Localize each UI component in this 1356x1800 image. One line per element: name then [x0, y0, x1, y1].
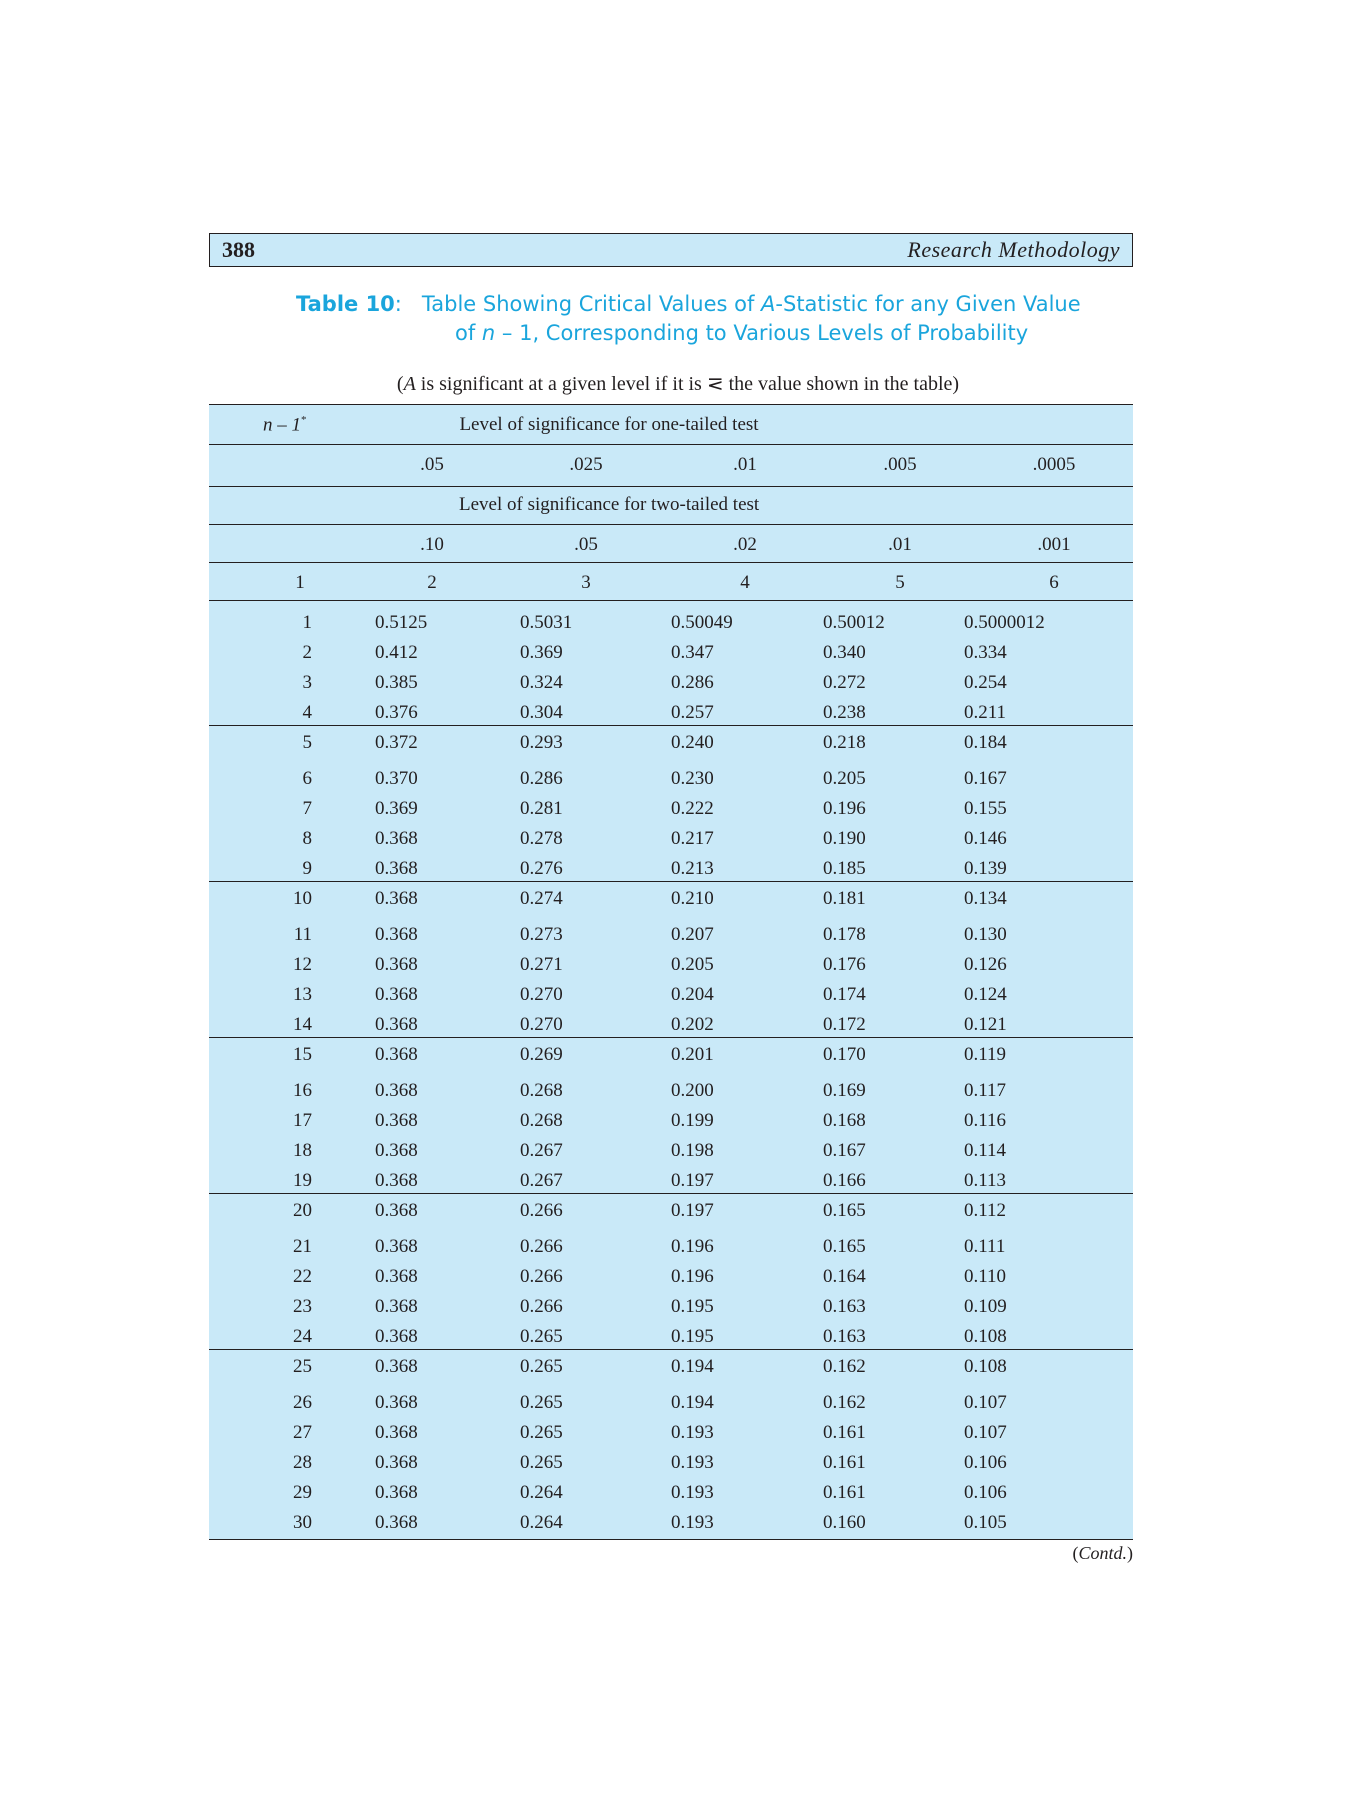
caption-line2-b: – 1, Corresponding to Various Levels of Probability: [495, 321, 1029, 345]
caption-label: Table 10: [296, 292, 395, 316]
caption-colon: :: [394, 292, 402, 316]
table-cell: 0.108: [964, 1356, 1007, 1377]
row-label: 11: [293, 924, 312, 945]
table-cell: 0.257: [671, 702, 714, 723]
critical-values-table: [209, 404, 1133, 1540]
table-cell: 0.195: [671, 1296, 714, 1317]
table-cell: 0.368: [375, 954, 418, 975]
table-cell: 0.286: [520, 768, 563, 789]
row-label: 8: [302, 828, 312, 849]
column-number: 1: [295, 572, 305, 593]
row-label: 15: [293, 1044, 312, 1065]
table-cell: 0.126: [964, 954, 1007, 975]
table-cell: 0.265: [520, 1392, 563, 1413]
row-label: 20: [293, 1200, 312, 1221]
table-cell: 0.178: [823, 924, 866, 945]
table-cell: 0.368: [375, 1044, 418, 1065]
table-cell: 0.161: [823, 1422, 866, 1443]
column-number: 6: [1049, 572, 1059, 593]
table-cell: 0.109: [964, 1296, 1007, 1317]
table-cell: 0.181: [823, 888, 866, 909]
table-cell: 0.117: [964, 1080, 1007, 1101]
stub-header: [263, 414, 307, 436]
table-cell: 0.108: [964, 1326, 1007, 1347]
table-cell: 0.113: [964, 1170, 1007, 1191]
row-label: 29: [293, 1482, 312, 1503]
table-cell: 0.272: [823, 672, 866, 693]
table-cell: 0.347: [671, 642, 714, 663]
table-cell: 0.164: [823, 1266, 866, 1287]
two-tailed-level: .05: [574, 534, 598, 555]
table-cell: 0.116: [964, 1110, 1007, 1131]
table-cell: 0.267: [520, 1140, 563, 1161]
table-cell: 0.368: [375, 924, 418, 945]
table-cell: 0.193: [671, 1422, 714, 1443]
table-cell: 0.174: [823, 984, 866, 1005]
table-cell: 0.368: [375, 1296, 418, 1317]
table-cell: 0.324: [520, 672, 563, 693]
table-cell: 0.167: [823, 1140, 866, 1161]
table-cell: 0.368: [375, 1452, 418, 1473]
row-label: 18: [293, 1140, 312, 1161]
table-cell: 0.265: [520, 1422, 563, 1443]
table-cell: 0.107: [964, 1422, 1007, 1443]
table-cell: 0.202: [671, 1014, 714, 1035]
caption-text-a: Table Showing Critical Values of: [421, 292, 762, 316]
table-caption: [296, 290, 1081, 345]
table-cell: 0.201: [671, 1044, 714, 1065]
table-cell: 0.155: [964, 798, 1007, 819]
row-label: 9: [302, 858, 312, 879]
table-cell: 0.265: [520, 1356, 563, 1377]
table-cell: 0.269: [520, 1044, 563, 1065]
table-cell: 0.281: [520, 798, 563, 819]
table-cell: 0.106: [964, 1452, 1007, 1473]
table-cell: 0.161: [823, 1482, 866, 1503]
table-cell: 0.270: [520, 984, 563, 1005]
table-cell: 0.254: [964, 672, 1007, 693]
table-rule: [209, 524, 1133, 525]
table-cell: 0.196: [671, 1266, 714, 1287]
table-cell: 0.369: [520, 642, 563, 663]
table-cell: 0.385: [375, 672, 418, 693]
table-cell: 0.194: [671, 1392, 714, 1413]
table-cell: 0.273: [520, 924, 563, 945]
two-tailed-level: .001: [1037, 534, 1071, 555]
table-note: [0, 371, 1356, 396]
table-cell: 0.161: [823, 1452, 866, 1473]
table-cell: 0.368: [375, 1236, 418, 1257]
table-cell: 0.198: [671, 1140, 714, 1161]
table-cell: 0.266: [520, 1266, 563, 1287]
table-cell: 0.267: [520, 1170, 563, 1191]
table-cell: 0.230: [671, 768, 714, 789]
table-cell: 0.176: [823, 954, 866, 975]
row-label: 22: [293, 1266, 312, 1287]
table-cell: 0.210: [671, 888, 714, 909]
one-tailed-level: .0005: [1032, 454, 1076, 475]
table-cell: 0.107: [964, 1392, 1007, 1413]
table-cell: 0.368: [375, 1266, 418, 1287]
group-rule: [209, 1349, 1133, 1350]
row-label: 25: [293, 1356, 312, 1377]
table-cell: 0.270: [520, 1014, 563, 1035]
two-tailed-level: .10: [420, 534, 444, 555]
table-cell: 0.197: [671, 1170, 714, 1191]
table-cell: 0.271: [520, 954, 563, 975]
table-cell: 0.218: [823, 732, 866, 753]
table-cell: 0.376: [375, 702, 418, 723]
running-head-title: Research Methodology: [907, 237, 1120, 262]
table-cell: 0.197: [671, 1200, 714, 1221]
table-cell: 0.368: [375, 888, 418, 909]
table-cell: 0.340: [823, 642, 866, 663]
table-rule: [209, 444, 1133, 445]
group-rule: [209, 881, 1133, 882]
table-cell: 0.5031: [520, 612, 573, 633]
row-label: 5: [302, 732, 312, 753]
caption-line2-a: of: [455, 321, 482, 345]
table-cell: 0.368: [375, 1392, 418, 1413]
one-tailed-heading: Level of significance for one-tailed test: [459, 414, 759, 435]
table-cell: 0.110: [964, 1266, 1007, 1287]
table-cell: 0.264: [520, 1482, 563, 1503]
table-cell: 0.190: [823, 828, 866, 849]
group-rule: [209, 1193, 1133, 1194]
table-cell: 0.265: [520, 1326, 563, 1347]
table-cell: 0.121: [964, 1014, 1007, 1035]
table-cell: 0.213: [671, 858, 714, 879]
table-cell: 0.172: [823, 1014, 866, 1035]
row-label: 10: [293, 888, 312, 909]
table-cell: 0.162: [823, 1356, 866, 1377]
row-label: 13: [293, 984, 312, 1005]
table-cell: 0.5125: [375, 612, 428, 633]
table-cell: 0.368: [375, 1014, 418, 1035]
row-label: 16: [293, 1080, 312, 1101]
table-cell: 0.268: [520, 1110, 563, 1131]
row-label: 1: [302, 612, 312, 633]
caption-var-a: A: [761, 292, 776, 316]
table-cell: 0.368: [375, 828, 418, 849]
contd-open-paren: (: [1072, 1543, 1079, 1563]
column-number: 2: [427, 572, 437, 593]
table-cell: 0.167: [964, 768, 1007, 789]
table-cell: 0.130: [964, 924, 1007, 945]
table-cell: 0.278: [520, 828, 563, 849]
table-cell: 0.199: [671, 1110, 714, 1131]
row-label: 17: [293, 1110, 312, 1131]
table-cell: 0.119: [964, 1044, 1007, 1065]
column-number: 5: [895, 572, 905, 593]
table-cell: 0.266: [520, 1236, 563, 1257]
one-tailed-level: .01: [733, 454, 757, 475]
row-label: 3: [302, 672, 312, 693]
column-number: 4: [740, 572, 750, 593]
row-label: 28: [293, 1452, 312, 1473]
table-cell: 0.217: [671, 828, 714, 849]
table-cell: 0.368: [375, 1326, 418, 1347]
table-cell: 0.368: [375, 984, 418, 1005]
table-cell: 0.114: [964, 1140, 1007, 1161]
row-label: 19: [293, 1170, 312, 1191]
table-cell: 0.124: [964, 984, 1007, 1005]
table-cell: 0.185: [823, 858, 866, 879]
note-text: is significant at a given level if it is ⋜ the value shown in the table): [415, 373, 960, 395]
table-cell: 0.286: [671, 672, 714, 693]
running-header: [209, 233, 1133, 267]
table-cell: 0.368: [375, 1140, 418, 1161]
table-cell: 0.266: [520, 1296, 563, 1317]
table-cell: 0.369: [375, 798, 418, 819]
table-cell: 0.265: [520, 1452, 563, 1473]
table-cell: 0.368: [375, 1080, 418, 1101]
table-cell: 0.238: [823, 702, 866, 723]
continued-note: [1072, 1543, 1133, 1564]
group-rule: [209, 1037, 1133, 1038]
table-cell: 0.194: [671, 1356, 714, 1377]
stub-header-text: n – 1: [263, 414, 301, 436]
table-cell: 0.112: [964, 1200, 1007, 1221]
note-var: A: [403, 373, 416, 395]
table-cell: 0.169: [823, 1080, 866, 1101]
table-cell: 0.276: [520, 858, 563, 879]
one-tailed-level: .025: [569, 454, 603, 475]
table-cell: 0.368: [375, 1110, 418, 1131]
note-open-paren: (: [396, 373, 404, 395]
page-number: 388: [222, 237, 255, 262]
table-cell: 0.195: [671, 1326, 714, 1347]
table-rule: [209, 600, 1133, 601]
table-cell: 0.211: [964, 702, 1007, 723]
two-tailed-level: .02: [733, 534, 757, 555]
table-cell: 0.50012: [823, 612, 885, 633]
table-rule: [209, 486, 1133, 487]
table-cell: 0.268: [520, 1080, 563, 1101]
table-cell: 0.368: [375, 1170, 418, 1191]
two-tailed-heading: Level of significance for two-tailed test: [459, 494, 760, 515]
table-cell: 0.334: [964, 642, 1007, 663]
table-cell: 0.222: [671, 798, 714, 819]
table-cell: 0.193: [671, 1482, 714, 1503]
table-cell: 0.5000012: [964, 612, 1045, 633]
row-label: 21: [293, 1236, 312, 1257]
table-cell: 0.165: [823, 1200, 866, 1221]
table-cell: 0.166: [823, 1170, 866, 1191]
one-tailed-level: .005: [883, 454, 917, 475]
table-cell: 0.111: [964, 1236, 1006, 1257]
table-cell: 0.162: [823, 1392, 866, 1413]
group-rule: [209, 725, 1133, 726]
table-cell: 0.368: [375, 1422, 418, 1443]
table-cell: 0.105: [964, 1512, 1007, 1533]
table-cell: 0.266: [520, 1200, 563, 1221]
table-cell: 0.193: [671, 1512, 714, 1533]
table-cell: 0.240: [671, 732, 714, 753]
table-cell: 0.204: [671, 984, 714, 1005]
table-cell: 0.372: [375, 732, 418, 753]
stub-header-star: *: [301, 414, 307, 426]
table-cell: 0.274: [520, 888, 563, 909]
table-cell: 0.196: [823, 798, 866, 819]
two-tailed-level: .01: [888, 534, 912, 555]
table-cell: 0.168: [823, 1110, 866, 1131]
table-cell: 0.293: [520, 732, 563, 753]
table-cell: 0.368: [375, 858, 418, 879]
table-cell: 0.368: [375, 1200, 418, 1221]
table-cell: 0.170: [823, 1044, 866, 1065]
row-label: 7: [302, 798, 312, 819]
table-cell: 0.370: [375, 768, 418, 789]
table-cell: 0.368: [375, 1482, 418, 1503]
table-cell: 0.165: [823, 1236, 866, 1257]
table-cell: 0.207: [671, 924, 714, 945]
table-cell: 0.106: [964, 1482, 1007, 1503]
table-rule: [209, 562, 1133, 563]
table-cell: 0.304: [520, 702, 563, 723]
table-cell: 0.205: [671, 954, 714, 975]
column-number: 3: [581, 572, 591, 593]
table-cell: 0.193: [671, 1452, 714, 1473]
row-label: 27: [293, 1422, 312, 1443]
row-label: 23: [293, 1296, 312, 1317]
table-cell: 0.264: [520, 1512, 563, 1533]
table-cell: 0.368: [375, 1356, 418, 1377]
table-cell: 0.163: [823, 1296, 866, 1317]
one-tailed-level: .05: [420, 454, 444, 475]
caption-text-b: -Statistic for any Given Value: [775, 292, 1081, 316]
row-label: 26: [293, 1392, 312, 1413]
row-label: 4: [302, 702, 312, 723]
contd-close-paren: ): [1127, 1543, 1133, 1563]
table-cell: 0.412: [375, 642, 418, 663]
row-label: 12: [293, 954, 312, 975]
table-cell: 0.160: [823, 1512, 866, 1533]
table-cell: 0.205: [823, 768, 866, 789]
contd-text: Contd.: [1078, 1543, 1127, 1563]
table-cell: 0.50049: [671, 612, 733, 633]
row-label: 24: [293, 1326, 312, 1347]
table-cell: 0.200: [671, 1080, 714, 1101]
table-cell: 0.184: [964, 732, 1007, 753]
table-cell: 0.146: [964, 828, 1007, 849]
row-label: 14: [293, 1014, 312, 1035]
row-label: 2: [302, 642, 312, 663]
table-cell: 0.163: [823, 1326, 866, 1347]
table-cell: 0.134: [964, 888, 1007, 909]
caption-var-n: n: [481, 321, 496, 345]
table-cell: 0.196: [671, 1236, 714, 1257]
row-label: 30: [293, 1512, 312, 1533]
row-label: 6: [302, 768, 312, 789]
table-cell: 0.368: [375, 1512, 418, 1533]
table-cell: 0.139: [964, 858, 1007, 879]
